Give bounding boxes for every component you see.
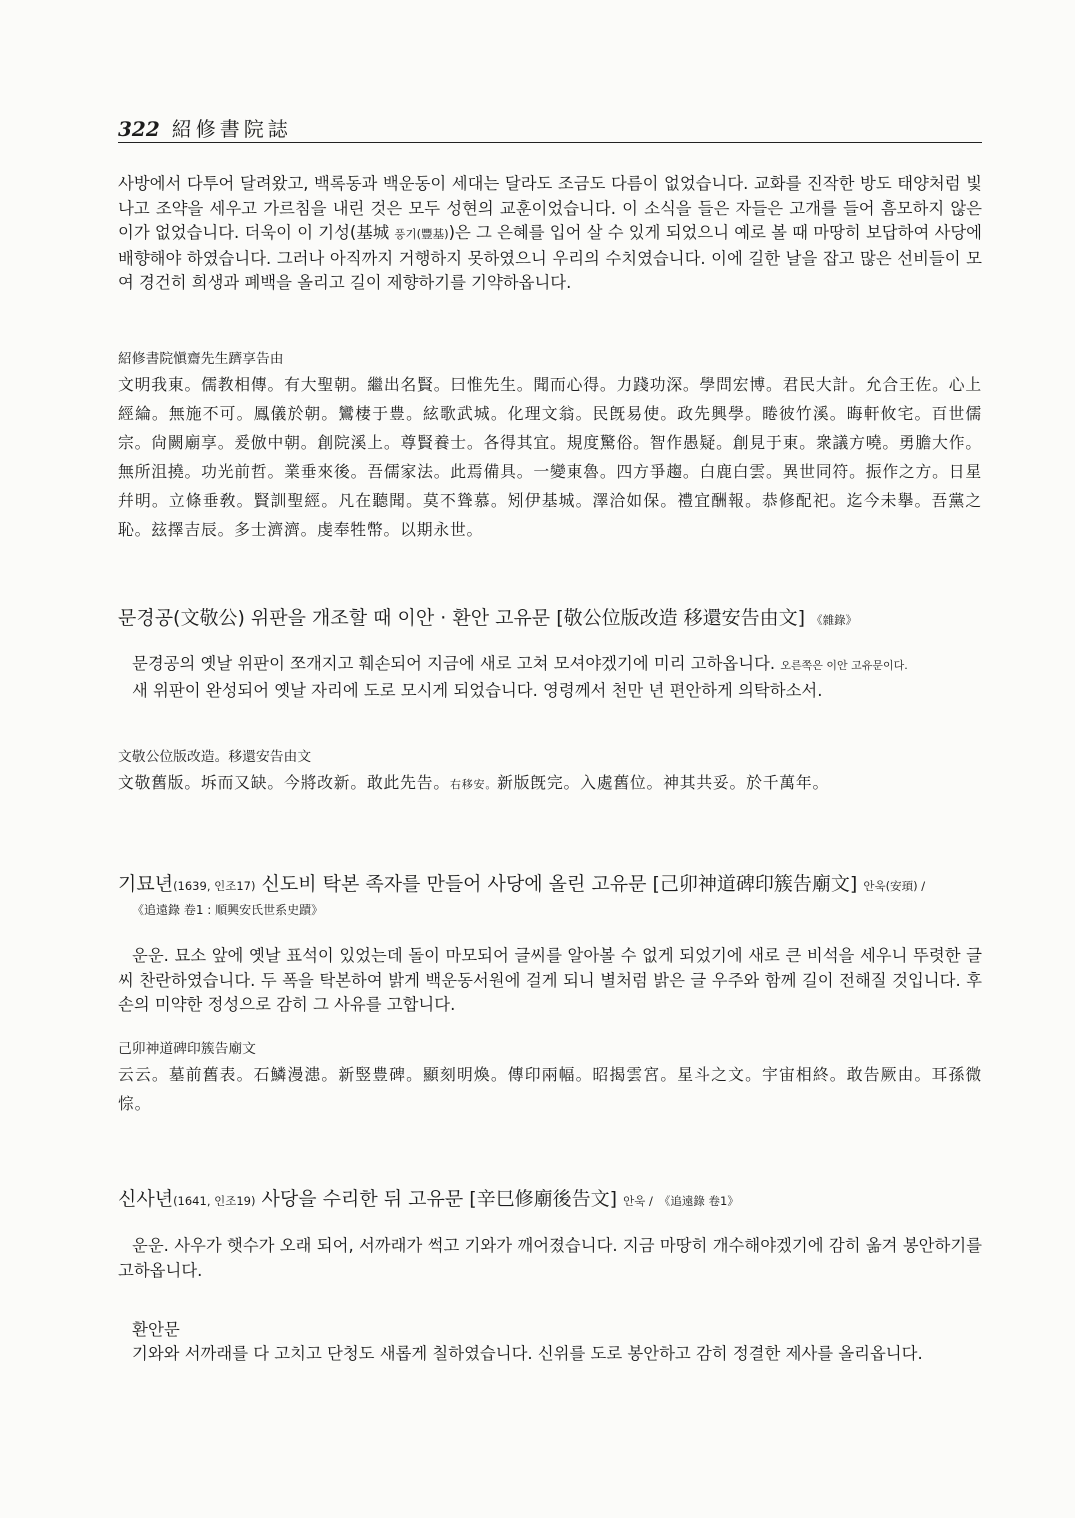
section1-body (118, 652, 982, 703)
intro-hanja: 基城 (356, 223, 390, 243)
section1-heading: 문경공(文敬公) 위판을 개조할 때 이안 · 환안 고유문 [敬公位版改造 移還安告由文] 《雜錄》 (118, 607, 858, 629)
intro-classical-block (118, 348, 982, 544)
section2-source: 《追遠錄 卷1 : 順興安氏世系史蹟》 (132, 903, 324, 917)
section3-paragraph1: 운운. 사우가 햇수가 오래 되어, 서까래가 썩고 기와가 깨어졌습니다. 지금 마땅히 개수해야겠기에 감히 옮겨 봉안하기를 고하옵니다. (118, 1236, 982, 1280)
section2-classical (118, 1038, 982, 1118)
section1-block (118, 604, 982, 634)
intro-note: 풍기(豐基) (394, 227, 449, 242)
section2-author: 안욱(安頊) / (863, 879, 926, 893)
section2-paragraph1: 운운. 묘소 앞에 옛날 표석이 있었는데 돌이 마모되어 글씨를 알아볼 수 없게 되었기에 새로 큰 비석을 세우니 뚜렷한 글씨 찬란하였습니다. 두 폭을 탁본하여 밝게 백운동서원에 걸게 되니 별처럼 밝은 글 우주와 함께 길이 전해질 것입니다. 후손의 미약한 정성으로 감히 그 사유를 고합니다. (118, 946, 982, 1015)
section2-classical-text: 云云。墓前舊表。石鱗漫漶。新竪豊碑。顯刻明煥。傳印兩幅。昭揭雲宮。星斗之文。宇宙相終。敢告厥由。耳孫微悰。 (118, 1065, 982, 1113)
intro-block (118, 172, 982, 296)
section3-sub-heading: 환안문 (132, 1320, 180, 1339)
section1-source: 《雜錄》 (811, 613, 858, 627)
section2-heading: 기묘년(1639, 인조17) 신도비 탁본 족자를 만들어 사당에 올린 고유문 [己卯神道碑印簇告廟文] 안욱(安頊) / (118, 873, 926, 895)
section3-source: 《追遠錄 卷1》 (658, 1194, 739, 1208)
section2-classical-title: 己卯神道碑印簇告廟文 (118, 1041, 256, 1057)
section1-paragraph1: 문경공의 옛날 위판이 쪼개지고 훼손되어 지금에 새로 고쳐 모셔야겠기에 미리 고하옵니다. 오른쪽은 이안 고유문이다. (132, 654, 908, 673)
section1-classical-text: 文敬舊版。坼而又缺。今將改新。敢此先告。右移安。新版旣完。入處舊位。神其共妥。於千萬年。 (118, 773, 830, 792)
section1-classical-note: 右移安。 (449, 778, 498, 791)
section2-block (118, 870, 982, 920)
section1-classical-title: 文敬公位版改造。移還安告由文 (118, 749, 312, 765)
intro-classical-title: 紹修書院愼齋先生躋享告由 (118, 351, 284, 367)
running-header (118, 112, 982, 143)
section1-classical (118, 746, 982, 799)
section1-note: 오른쪽은 이안 고유문이다. (780, 659, 908, 672)
section2-body (118, 944, 982, 1018)
book-title: 紹修書院誌 (171, 117, 292, 141)
page-number: 322 (118, 117, 160, 141)
section3-author: 안욱 / (623, 1194, 653, 1208)
section3-paragraph2: 기와와 서까래를 다 고치고 단청도 새롭게 칠하였습니다. 신위를 도로 봉안하고 감히 정결한 제사를 올리옵니다. (132, 1344, 923, 1363)
intro-classical-text: 文明我東。儒教相傳。有大聖朝。繼出名賢。曰惟先生。聞而心得。力踐功深。學問宏博。君民大計。允合王佐。心上經綸。無施不可。鳳儀於朝。鸞棲于豊。絃歌武城。化理文翁。民旣易使。政先興學。睠彼竹溪。晦軒攸宅。百世儒宗。尙闕廟享。爰倣中朝。創院溪上。尊賢養士。各得其宜。規度驚俗。智作愚疑。創見于東。衆議方嘵。勇膽大作。無所沮撓。功光前哲。業垂來後。吾儒家法。此焉備具。一變東魯。四方爭趨。白鹿白雲。異世同符。振作之方。日星幷明。立條垂敎。賢訓聖經。凡在聽聞。莫不聳慕。矧伊基城。澤洽如保。禮宜酬報。恭修配祀。迄今未擧。吾黨之恥。玆擇吉辰。多士濟濟。虔奉牲幣。以期永世。 (118, 375, 982, 539)
section3-block (118, 1185, 982, 1215)
intro-paragraph: 사방에서 다투어 달려왔고, 백록동과 백운동이 세대는 달라도 조금도 다름이 없었습니다. 교화를 진작한 방도 태양처럼 빛나고 조약을 세우고 가르침을 내린 것은 모두 성현의 교훈이었습니다. 이 소식을 들은 자들은 고개를 들어 흠모하지 않은 이가 없었습니다. 더욱이 이 기성(基城 풍기(豐基))은 그 은혜를 입어 살 수 있게 되었으니 예로 볼 때 마땅히 보답하여 사당에 배향해야 하였습니다. 그러나 아직까지 거행하지 못하였으니 우리의 수치였습니다. 이에 길한 날을 잡고 많은 선비들이 모여 경건히 희생과 폐백을 올리고 길이 제향하기를 기약하옵니다. (118, 174, 983, 293)
section3-body (118, 1234, 982, 1283)
section1-paragraph2: 새 위판이 완성되어 옛날 자리에 도로 모시게 되었습니다. 영령께서 천만 년 편안하게 의탁하소서. (132, 680, 823, 700)
section3-sub (118, 1318, 982, 1367)
section3-heading: 신사년(1641, 인조19) 사당을 수리한 뒤 고유문 [辛巳修廟後告文] 안욱 / 《追遠錄 卷1》 (118, 1188, 739, 1210)
